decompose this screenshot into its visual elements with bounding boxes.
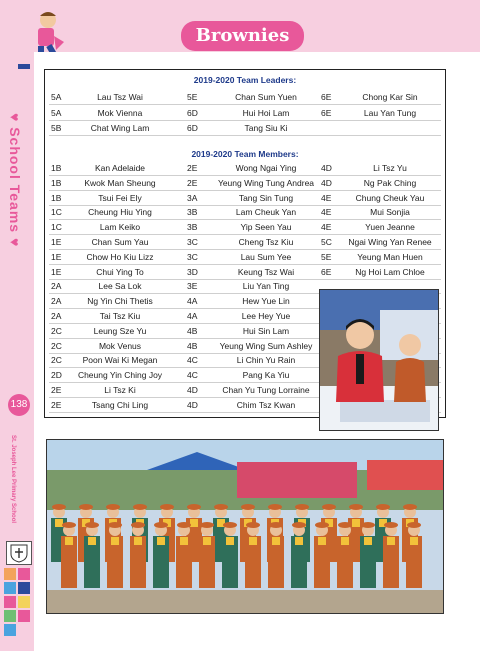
class-code: 1B [51,177,62,188]
page-number: 138 [8,394,30,416]
row-divider [49,135,441,136]
person-figure [62,522,76,528]
class-code: 3B [187,207,198,218]
person-figure [268,504,282,510]
heart-icon: ♥ [7,237,23,248]
person-figure [65,537,73,545]
person-figure [108,522,122,528]
class-code: 5E [321,251,332,262]
class-code: 4E [321,207,332,218]
person-figure [249,537,257,545]
decorative-swatches [4,568,32,648]
person-figure [52,504,66,510]
student-name: Keung Tsz Wai [237,266,295,277]
class-code: 2E [187,177,198,188]
person-figure [241,504,255,510]
class-code: 5E [187,92,198,102]
person-figure [384,522,398,528]
student-name: Yeung Wing Sum Ashley [219,340,313,351]
class-code: 3A [187,192,198,203]
class-code: 4A [187,296,198,307]
student-name: Chan Sum Yau [91,237,149,247]
person-figure [349,504,363,510]
person-figure [180,537,188,545]
student-name: Cheng Tsz Kiu [238,237,294,247]
student-name: Yeung Wing Tung Andrea [217,177,315,188]
students-activity-photo [319,289,439,431]
class-code: 2C [51,325,62,336]
student-name: Ng Yin Chi Thetis [87,296,153,307]
class-code: 3C [187,251,198,262]
person-figure [190,519,198,527]
person-figure [157,537,165,545]
row-divider [49,104,441,105]
person-figure [134,537,142,545]
student-name: Chan Yu Tung Lorraine [222,385,310,395]
student-name: Lee Sa Lok [98,281,142,292]
class-code: 6E [321,107,332,118]
class-code: 6D [187,107,198,118]
student-name: Chow Ho Kiu Lizz [86,251,154,262]
class-code: 4D [187,385,198,395]
row-divider [49,264,441,265]
class-code: 6E [321,266,332,277]
class-code: 5B [51,123,62,133]
person-figure [364,537,372,545]
student-name: Ngai Wing Yan Renee [348,237,432,247]
person-figure [160,504,174,510]
student-name: Yuen Jeanne [365,222,415,233]
student-name: Lau Tsz Wai [97,92,143,102]
student-name: Lau Yan Tung [363,107,417,118]
student-name: Tang Sin Tung [238,192,294,203]
class-code: 4B [187,340,198,351]
class-code: 4E [321,192,332,203]
student-name: Hui Sin Lam [242,325,290,336]
person-figure [79,504,93,510]
person-figure [322,504,336,510]
class-code: 2E [51,399,62,410]
student-name: Tsang Chi Ling [91,399,149,410]
row-divider [49,205,441,206]
student-name: Lau Sum Yee [240,251,292,262]
school-crest-icon [6,541,32,565]
person-figure [407,522,421,528]
student-name: Tai Tsz Kiu [99,311,141,321]
person-figure [55,519,63,527]
person-figure [223,522,237,528]
student-name: Hew Yue Lin [242,296,290,307]
person-figure [85,522,99,528]
person-figure [410,537,418,545]
person-figure [292,522,306,528]
person-figure [187,504,201,510]
class-code: 1C [51,207,62,218]
person-figure [177,522,191,528]
student-name: Wong Ngai Ying [235,163,297,173]
student-name: Li Tsz Ki [104,385,136,395]
class-code: 2C [51,355,62,366]
class-code: 4B [187,325,198,336]
student-name: Kan Adelaide [94,163,146,173]
student-name: Chim Tsz Kwan [236,399,296,410]
class-code: 4C [187,355,198,366]
person-figure [246,522,260,528]
person-figure [341,537,349,545]
student-name: Chat Wing Lam [90,123,150,133]
class-code: 1B [51,163,62,173]
person-figure [111,537,119,545]
person-figure [295,537,303,545]
person-figure [315,522,329,528]
side-title-label: School Teams [7,127,23,234]
class-code: 6E [321,92,332,102]
person-figure [387,537,395,545]
person-figure [226,537,234,545]
row-divider [49,120,441,121]
student-name: Pang Ka Yiu [242,370,290,381]
class-code: 1E [51,237,62,247]
student-name: Kwok Man Sheung [84,177,156,188]
person-figure [352,519,360,527]
row-divider [49,279,441,280]
school-name: St. Joseph Lee Primary School [10,435,16,524]
student-name: Mui Sonjia [370,207,410,218]
row-divider [49,249,441,250]
class-code: 5C [321,237,332,247]
student-name: Ng Hoi Lam Chloe [355,266,425,277]
student-name: Chan Sum Yuen [235,92,297,102]
class-code: 2E [187,163,198,173]
student-name: Leung Sze Yu [93,325,147,336]
student-name: Hui Hoi Lam [242,107,290,118]
heart-icon: ♥ [7,113,23,123]
leaders-header: 2019-2020 Team Leaders: [193,75,297,85]
student-name: Mok Vienna [97,107,143,118]
student-name: Lam Keiko [99,222,141,233]
class-code: 4C [187,370,198,381]
student-name: Lam Cheuk Yan [235,207,297,218]
class-code: 2A [51,281,62,292]
person-figure [318,537,326,545]
person-figure [106,504,120,510]
person-figure [272,537,280,545]
person-figure [361,522,375,528]
student-name: Yeung Man Huen [357,251,423,262]
class-code: 4D [321,177,332,188]
class-code: 5A [51,92,62,102]
student-name: Cheung Yin Ching Joy [77,370,163,381]
student-name: Li Tsz Yu [373,163,407,173]
class-code: 5A [51,107,62,118]
student-name: Chung Cheuk Yau [355,192,425,203]
row-divider [49,175,441,176]
student-name: Lee Hey Yue [241,311,291,321]
person-figure [133,504,147,510]
class-code: 1E [51,266,62,277]
class-code: 4D [187,399,198,410]
student-name: Yip Seen Yau [240,222,292,233]
brownies-group-photo [46,439,444,614]
student-name: Chong Kar Sin [362,92,418,102]
row-divider [49,190,441,191]
members-header: 2019-2020 Team Members: [191,149,299,159]
student-name: Tsui Fei Ely [98,192,142,203]
student-name: Cheung Hiu Ying [88,207,152,218]
person-figure [269,522,283,528]
person-figure [200,522,214,528]
student-name: Mok Venus [98,340,142,351]
class-code: 2C [51,340,62,351]
student-name: Ng Pak Ching [363,177,417,188]
class-code: 3D [187,266,198,277]
page-banner-title: Brownies [181,21,304,51]
row-divider [49,234,441,235]
class-code: 2D [51,370,62,381]
class-code: 2A [51,311,62,321]
student-name: Liu Yan Ting [242,281,290,292]
class-code: 3B [187,222,198,233]
student-name: Chui Ying To [96,266,144,277]
person-figure [376,504,390,510]
person-figure [203,537,211,545]
class-code: 1C [51,222,62,233]
class-code: 3C [187,237,198,247]
person-figure [338,522,352,528]
class-code: 1E [51,251,62,262]
student-name: Poon Wai Ki Megan [82,355,158,366]
class-code: 6D [187,123,198,133]
row-divider [49,219,441,220]
person-figure [154,522,168,528]
class-code: 2E [51,385,62,395]
person-figure [131,522,145,528]
person-figure [403,504,417,510]
person-figure [295,504,309,510]
class-code: 4A [187,311,198,321]
class-code: 4E [321,222,332,233]
class-code: 2A [51,296,62,307]
student-name: Tang Siu Ki [244,123,288,133]
student-name: Li Chin Yu Rain [236,355,296,366]
person-figure [88,537,96,545]
class-code: 1B [51,192,62,203]
person-figure [214,504,228,510]
class-code: 4D [321,163,332,173]
side-title [7,113,23,248]
class-code: 3E [187,281,198,292]
